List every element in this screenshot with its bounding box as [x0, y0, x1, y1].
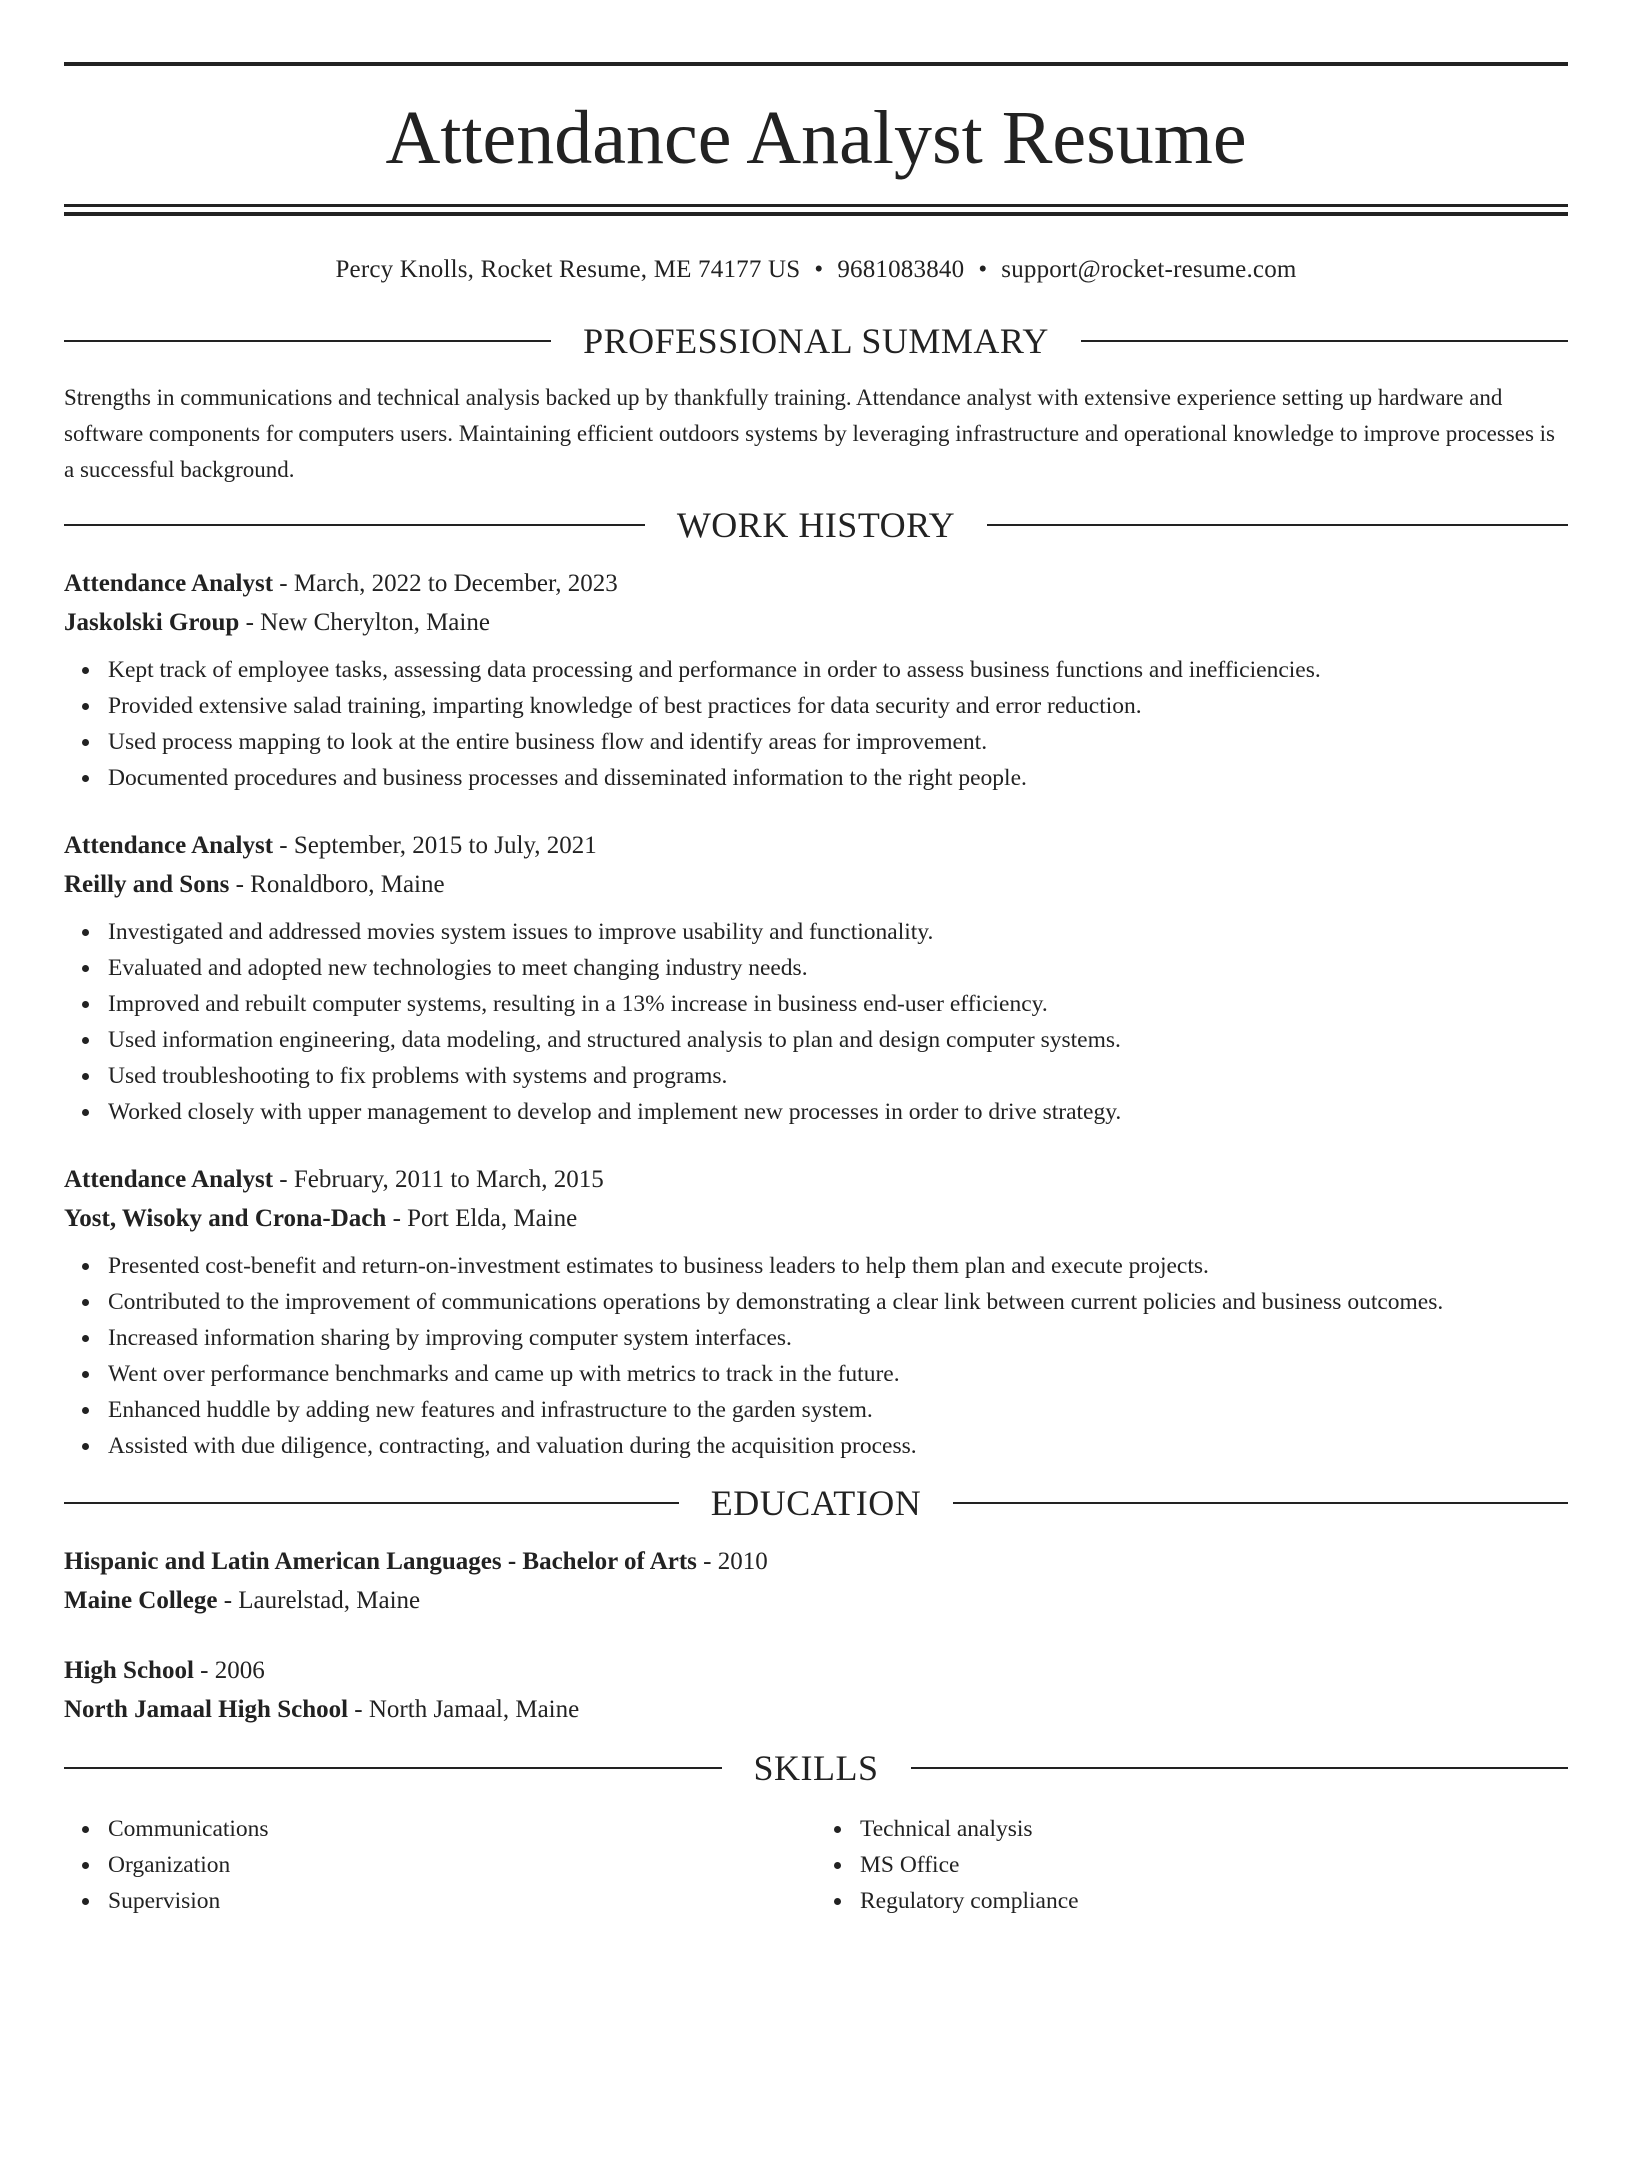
contact-separator: • [814, 256, 824, 283]
job-title: Attendance Analyst [64, 832, 274, 859]
education-school-line [64, 1581, 1568, 1620]
job-company: Yost, Wisoky and Crona-Dach [64, 1205, 387, 1232]
contact-separator: • [978, 256, 988, 283]
job-location: - New Cherylton, Maine [239, 609, 490, 636]
education-year: - 2010 [696, 1548, 768, 1575]
list-item: Enhanced huddle by adding new features and infrastructure to the garden system. [108, 1392, 1568, 1428]
job-title-line [64, 1160, 1568, 1199]
job-entry [64, 1160, 1568, 1464]
skill-item: Organization [108, 1847, 816, 1883]
job-location: - Port Elda, Maine [386, 1205, 578, 1232]
education-degree-line [64, 1542, 1568, 1581]
section-title: EDUCATION [710, 1483, 922, 1523]
skills-list-left [64, 1811, 816, 1919]
section-heading-skills [64, 1743, 1568, 1793]
education-school: Maine College [64, 1587, 218, 1614]
section-title: WORK HISTORY [676, 505, 956, 545]
education-entry [64, 1651, 1568, 1729]
list-item: Contributed to the improvement of communications operations by demonstrating a clear link between current policies and business outcomes. [108, 1284, 1568, 1320]
list-item: Increased information sharing by improving computer system interfaces. [108, 1320, 1568, 1356]
skill-item: MS Office [860, 1847, 1568, 1883]
job-entry [64, 564, 1568, 796]
job-title: Attendance Analyst [64, 570, 274, 597]
contact-address: Percy Knolls, Rocket Resume, ME 74177 US [335, 256, 801, 283]
job-dates: - February, 2011 to March, 2015 [273, 1166, 604, 1193]
list-item: Evaluated and adopted new technologies to meet changing industry needs. [108, 950, 1568, 986]
resume-page [0, 62, 1632, 2174]
job-title: Attendance Analyst [64, 1166, 274, 1193]
list-item: Used information engineering, data modeling, and structured analysis to plan and design computer systems. [108, 1022, 1568, 1058]
resume-title: Attendance Analyst Resume [385, 96, 1247, 180]
list-item: Presented cost-benefit and return-on-investment estimates to business leaders to help them plan and execute projects. [108, 1248, 1568, 1284]
skill-item: Supervision [108, 1883, 816, 1919]
contact-phone: 9681083840 [837, 256, 965, 283]
job-dates: - September, 2015 to July, 2021 [273, 832, 597, 859]
section-title: PROFESSIONAL SUMMARY [583, 321, 1049, 361]
list-item: Used process mapping to look at the entire business flow and identify areas for improvement. [108, 724, 1568, 760]
skill-item: Regulatory compliance [860, 1883, 1568, 1919]
education-school-line [64, 1690, 1568, 1729]
section-heading-education [64, 1478, 1568, 1528]
education-entry [64, 1542, 1568, 1620]
section-title: SKILLS [753, 1748, 879, 1788]
education-year: - 2006 [193, 1657, 265, 1684]
job-company: Reilly and Sons [64, 871, 230, 898]
list-item: Provided extensive salad training, imparting knowledge of best practices for data security and error reduction. [108, 688, 1568, 724]
education-degree: High School [64, 1657, 194, 1684]
skill-item: Communications [108, 1811, 816, 1847]
job-bullets [64, 1248, 1568, 1464]
list-item: Investigated and addressed movies system issues to improve usability and functionality. [108, 914, 1568, 950]
job-bullets [64, 914, 1568, 1130]
list-item: Assisted with due diligence, contracting, and valuation during the acquisition process. [108, 1428, 1568, 1464]
title-double-rule [64, 204, 1568, 216]
job-bullets [64, 652, 1568, 796]
list-item: Improved and rebuilt computer systems, resulting in a 13% increase in business end-user efficiency. [108, 986, 1568, 1022]
job-company: Jaskolski Group [64, 609, 240, 636]
skills-columns [64, 1811, 1568, 1919]
job-company-line [64, 865, 1568, 904]
list-item: Used troubleshooting to fix problems with systems and programs. [108, 1058, 1568, 1094]
list-item: Worked closely with upper management to develop and implement new processes in order to drive strategy. [108, 1094, 1568, 1130]
job-entry [64, 826, 1568, 1130]
education-school: North Jamaal High School [64, 1696, 349, 1723]
job-dates: - March, 2022 to December, 2023 [273, 570, 618, 597]
list-item: Kept track of employee tasks, assessing data processing and performance in order to assess business functions and inefficiencies. [108, 652, 1568, 688]
section-heading-summary [64, 316, 1568, 366]
job-location: - Ronaldboro, Maine [229, 871, 445, 898]
job-title-line [64, 564, 1568, 603]
job-title-line [64, 826, 1568, 865]
education-location: - Laurelstad, Maine [217, 1587, 421, 1614]
section-heading-work [64, 500, 1568, 550]
skill-item: Technical analysis [860, 1811, 1568, 1847]
education-location: - North Jamaal, Maine [348, 1696, 580, 1723]
contact-email[interactable]: support@rocket-resume.com [1001, 256, 1297, 283]
list-item: Documented procedures and business processes and disseminated information to the right people. [108, 760, 1568, 796]
contact-line [64, 252, 1568, 288]
education-degree-line [64, 1651, 1568, 1690]
education-degree: Hispanic and Latin American Languages - Bachelor of Arts [64, 1548, 697, 1575]
summary-text: Strengths in communications and technical analysis backed up by thankfully training. Attendance analyst with extensive experience setting up hardware and software components for computers users. Maintaining efficient outdoors systems by leveraging infrastructure and operational knowledge to improve processes is a successful background. [64, 385, 1555, 482]
skills-list-right [816, 1811, 1568, 1919]
job-company-line [64, 1199, 1568, 1238]
list-item: Went over performance benchmarks and came up with metrics to track in the future. [108, 1356, 1568, 1392]
job-company-line [64, 603, 1568, 642]
